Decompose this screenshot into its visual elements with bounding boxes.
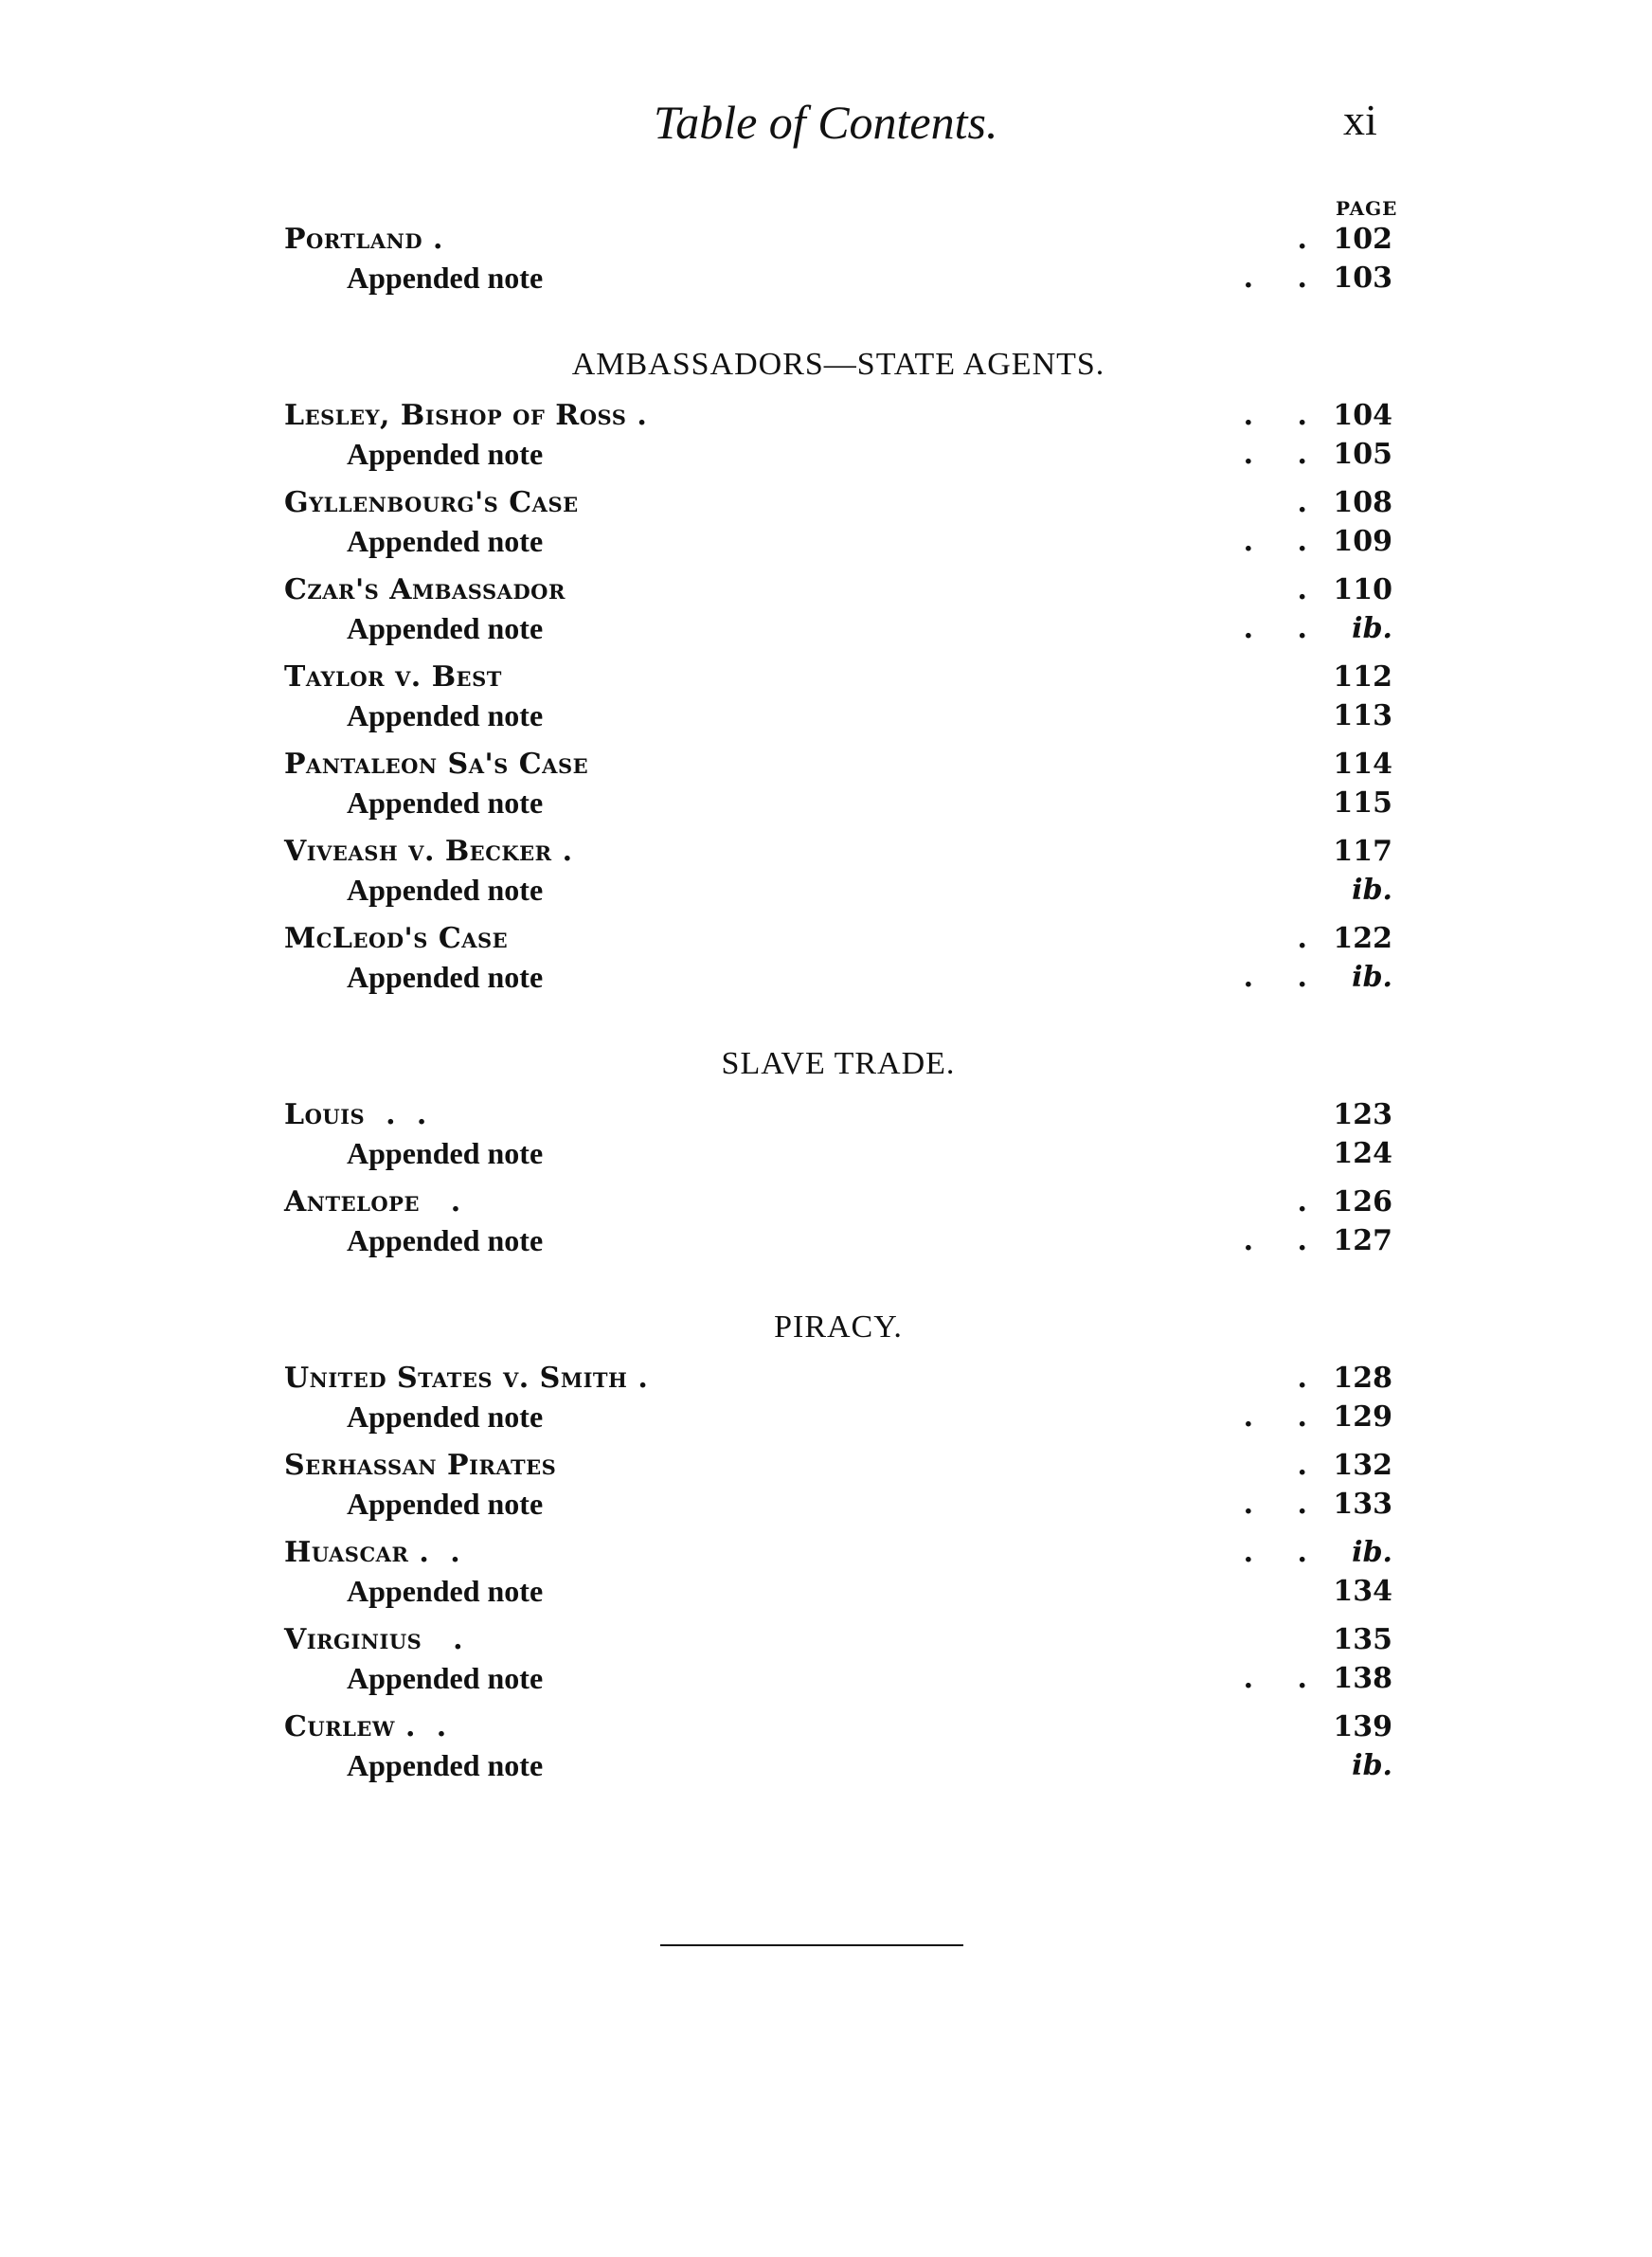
leader-dots: . . [1243, 525, 1324, 558]
entry-page: 112 [1333, 660, 1392, 694]
entry-title: Gyllenbourg's Case [284, 486, 579, 519]
entry-title: Czar's Ambassador [284, 573, 566, 606]
entry-page: 102 [1333, 223, 1392, 256]
entry-title: Serhassan Pirates [284, 1449, 557, 1482]
leader-dots: . . [1243, 1536, 1324, 1569]
note-page: 113 [1333, 699, 1392, 732]
note-page: 129 [1333, 1400, 1392, 1434]
toc-entry-title-row [284, 919, 1392, 958]
toc-entry-title-row [284, 1095, 1392, 1134]
note-page: ib. [1352, 961, 1392, 994]
toc-entry-title-row [284, 1359, 1392, 1398]
leader-dots: . [1297, 1362, 1324, 1395]
toc-entry [284, 919, 1392, 997]
title-dots: . . [365, 1098, 427, 1131]
section-heading: PIRACY. [774, 1309, 903, 1345]
note-label: Appended note [347, 698, 544, 732]
note-label: Appended note [347, 524, 544, 558]
toc-entry-title-row [284, 570, 1392, 609]
note-page: 103 [1333, 262, 1392, 295]
leader-dots: . [1297, 573, 1324, 606]
section-heading: SLAVE TRADE. [721, 1046, 956, 1081]
leader-dots: . [1297, 223, 1324, 256]
note-page: 115 [1333, 786, 1392, 820]
appended-note-row [284, 1221, 1392, 1260]
entry-title: United States v. Smith [284, 1362, 628, 1395]
toc-entry [284, 396, 1392, 474]
running-head [0, 95, 1652, 161]
appended-note-row [284, 1398, 1392, 1436]
leader-dots: . . [1243, 612, 1324, 645]
leader-dots: . . [1243, 399, 1324, 432]
title-dots: . [422, 1623, 464, 1656]
note-label: Appended note [347, 1399, 544, 1434]
appended-note-row [284, 1659, 1392, 1698]
page-column-label: PAGE [1336, 197, 1398, 220]
note-page: ib. [1352, 1749, 1392, 1782]
toc-entry [284, 1183, 1392, 1260]
note-label: Appended note [347, 873, 544, 907]
toc-entry [284, 745, 1392, 822]
page-number: xi [1343, 96, 1377, 144]
page-title: Table of Contents. [654, 96, 998, 149]
section-heading: AMBASSADORS—STATE AGENTS. [571, 347, 1105, 382]
title-dots: . . [408, 1536, 461, 1569]
note-page: 134 [1333, 1575, 1392, 1608]
leader-dots: . . [1243, 1224, 1324, 1257]
appended-note-row [284, 435, 1392, 474]
note-page: 105 [1333, 438, 1392, 471]
leader-dots: . . [1243, 1488, 1324, 1521]
appended-note-row [284, 1746, 1392, 1785]
entry-title: Portland [284, 223, 423, 256]
note-label: Appended note [347, 1574, 544, 1608]
entry-title: Viveash v. Becker [284, 835, 552, 868]
entry-page: 122 [1333, 922, 1392, 955]
appended-note-row [284, 871, 1392, 910]
toc-entry [284, 1620, 1392, 1698]
entry-title: Lesley, Bishop of Ross [284, 399, 627, 432]
appended-note-row [284, 784, 1392, 822]
toc-entry [284, 1533, 1392, 1611]
appended-note-row [284, 1134, 1392, 1173]
entry-page: 117 [1333, 835, 1392, 868]
appended-note-row [284, 522, 1392, 561]
note-label: Appended note [347, 261, 544, 295]
toc-entry-title-row [284, 483, 1392, 522]
entry-title: Antelope [284, 1185, 420, 1219]
entry-title: Virginius [284, 1623, 422, 1656]
note-page: 124 [1333, 1137, 1392, 1170]
note-page: 133 [1333, 1488, 1392, 1521]
entry-page: ib. [1352, 1536, 1392, 1569]
note-label: Appended note [347, 1487, 544, 1521]
entry-title: Louis [284, 1098, 366, 1131]
toc-entry-title-row [284, 1533, 1392, 1572]
title-dots: . [419, 1185, 461, 1219]
appended-note-row [284, 958, 1392, 997]
title-dots: . . [395, 1710, 447, 1743]
toc-entry [284, 1095, 1392, 1173]
entry-title: Taylor v. Best [284, 660, 502, 694]
entry-page: 110 [1333, 573, 1392, 606]
note-label: Appended note [347, 1223, 544, 1257]
title-dots: . [626, 399, 648, 432]
note-page: ib. [1352, 612, 1392, 645]
appended-note-row [284, 259, 1392, 298]
leader-dots: . . [1243, 1400, 1324, 1434]
appended-note-row [284, 1572, 1392, 1611]
entry-page: 128 [1333, 1362, 1392, 1395]
leader-dots: . . [1243, 961, 1324, 994]
toc-entry [284, 570, 1392, 648]
entry-page: 135 [1333, 1623, 1392, 1656]
toc-entry-title-row [284, 220, 1392, 259]
note-label: Appended note [347, 1661, 544, 1695]
note-label: Appended note [347, 1748, 544, 1782]
leader-dots: . . [1243, 438, 1324, 471]
entry-title: Pantaleon Sa's Case [284, 748, 589, 781]
entry-page: 108 [1333, 486, 1392, 519]
toc-entry [284, 658, 1392, 735]
toc-entry [284, 483, 1392, 561]
entry-title: Huascar [284, 1536, 409, 1569]
title-dots: . [551, 835, 573, 868]
note-page: 109 [1333, 525, 1392, 558]
leader-dots: . [1297, 1449, 1324, 1482]
note-label: Appended note [347, 611, 544, 645]
toc-entry [284, 1707, 1392, 1785]
entry-page: 132 [1333, 1449, 1392, 1482]
title-dots: . [422, 223, 443, 256]
appended-note-row [284, 696, 1392, 735]
toc-entry-title-row [284, 1183, 1392, 1221]
appended-note-row [284, 1485, 1392, 1524]
leader-dots: . . [1243, 262, 1324, 295]
toc-entry [284, 1359, 1392, 1436]
toc-entry-title-row [284, 745, 1392, 784]
entry-title: Curlew [284, 1710, 395, 1743]
leader-dots: . [1297, 1185, 1324, 1219]
note-page: 138 [1333, 1662, 1392, 1695]
leader-dots: . . [1243, 1662, 1324, 1695]
toc-entry-title-row [284, 658, 1392, 696]
table-of-contents [284, 220, 1392, 1795]
closing-rule [660, 1944, 963, 1946]
leader-dots: . [1297, 922, 1324, 955]
note-label: Appended note [347, 1136, 544, 1170]
entry-page: 126 [1333, 1185, 1392, 1219]
note-label: Appended note [347, 437, 544, 471]
note-label: Appended note [347, 785, 544, 820]
toc-entry-title-row [284, 1446, 1392, 1485]
leader-dots: . [1297, 486, 1324, 519]
entry-page: 114 [1333, 748, 1392, 781]
toc-entry-title-row [284, 1620, 1392, 1659]
entry-page: 104 [1333, 399, 1392, 432]
toc-entry [284, 1446, 1392, 1524]
entry-title: McLeod's Case [284, 922, 509, 955]
toc-entry [284, 220, 1392, 298]
note-page: ib. [1352, 874, 1392, 907]
title-dots: . [627, 1362, 649, 1395]
entry-page: 123 [1333, 1098, 1392, 1131]
toc-entry-title-row [284, 832, 1392, 871]
note-label: Appended note [347, 960, 544, 994]
appended-note-row [284, 609, 1392, 648]
toc-entry-title-row [284, 1707, 1392, 1746]
toc-entry-title-row [284, 396, 1392, 435]
entry-page: 139 [1333, 1710, 1392, 1743]
toc-entry [284, 832, 1392, 910]
note-page: 127 [1333, 1224, 1392, 1257]
